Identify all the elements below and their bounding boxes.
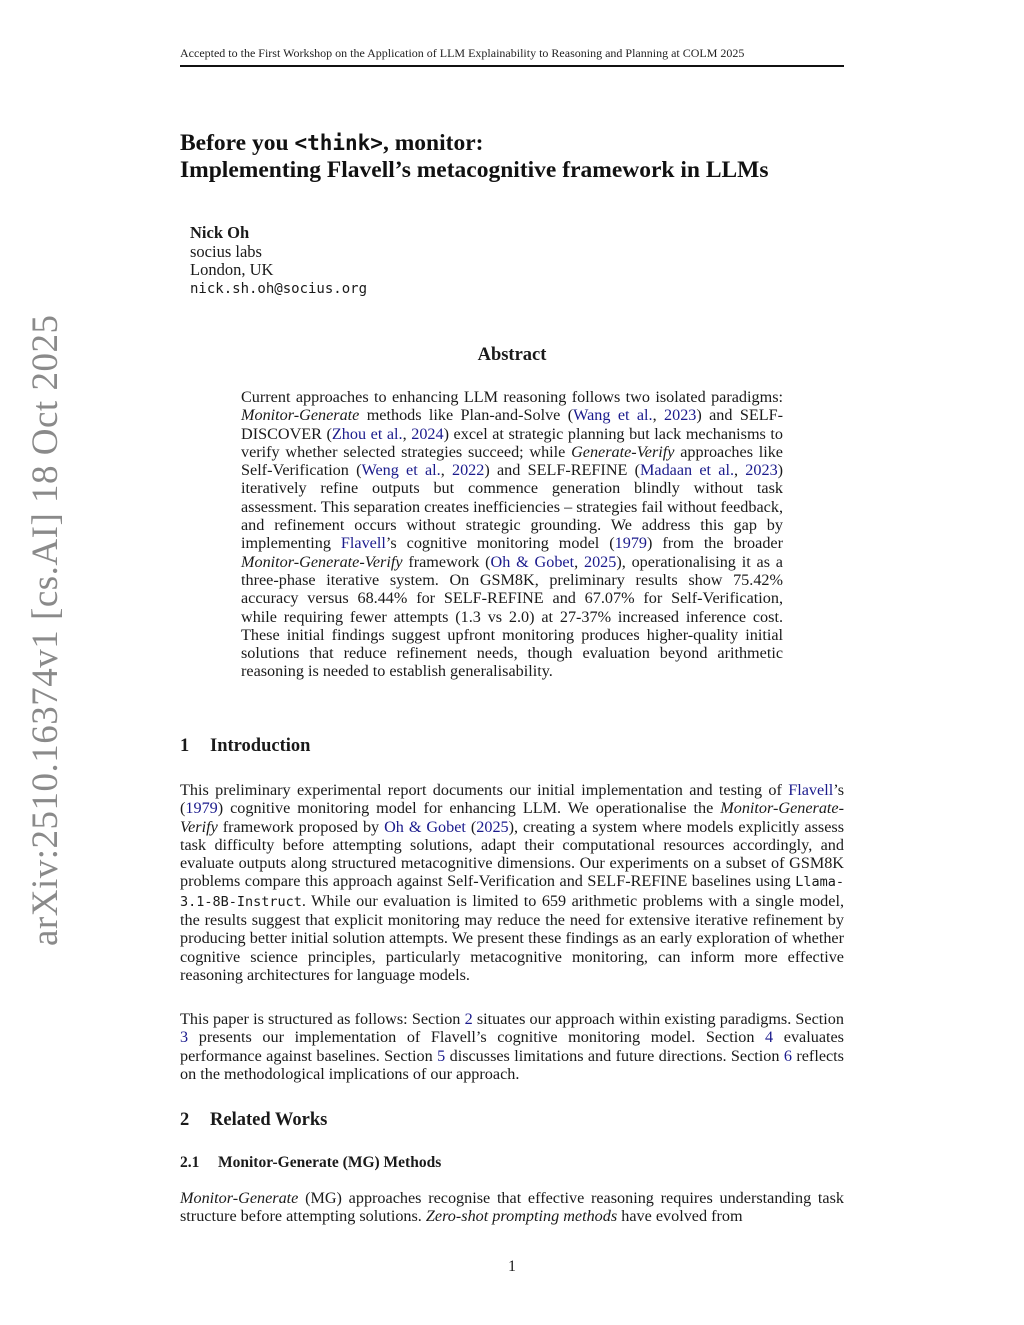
citation-year-link[interactable]: 1979 [185, 799, 218, 818]
section-ref-link[interactable]: 5 [437, 1046, 446, 1065]
title-line1-a: Before you [180, 130, 295, 156]
paragraph-emph: Zero-shot prompting methods [425, 1207, 618, 1226]
paragraph-text: have evolved from [617, 1207, 743, 1226]
paragraph-text: ) cognitive monitoring model for enhancing LLM. We operationalise the [217, 799, 721, 818]
section-number: 1 [180, 736, 190, 756]
paragraph-emph: Monitor-Generate-Verify [180, 799, 844, 836]
subsection-heading-mg-methods [180, 1154, 441, 1172]
citation-year-link[interactable]: 2024 [411, 424, 444, 443]
paragraph-text: This paper is structured as follows: Section [180, 1010, 465, 1028]
abstract-text: , [440, 461, 452, 480]
citation-year-link[interactable]: 2025 [583, 552, 617, 571]
section-title: Introduction [210, 736, 311, 756]
section-ref-link[interactable]: 6 [783, 1046, 792, 1065]
paragraph-text: situates our approach within existing paradigms. Section [472, 1010, 844, 1028]
abstract-text: ) and SELF-DISCOVER ( [241, 406, 784, 443]
subsection-number: 2.1 [180, 1154, 200, 1171]
abstract-text: , [734, 461, 746, 480]
paragraph-text: . While our evaluation is limited to 659 arithmetic problems with a single model, the results suggest that explicit monitoring may reduce the need for extensive iterative refinement by producing better initial solution attempts. We present these findings as an early exploration of whether cognitive science principles, particularly metacognitive monitoring, can inform more effective reasoning architectures for language models. [180, 891, 844, 984]
citation-year-link[interactable]: 2022 [451, 461, 485, 480]
citation-link[interactable]: Wang et al. [573, 406, 653, 425]
paragraph-text: framework proposed by [217, 817, 385, 836]
section-ref-link[interactable]: 2 [464, 1010, 473, 1028]
model-name-code: Llama-3.1-8B-Instruct [180, 874, 844, 910]
author-affiliation: socius labs [190, 241, 262, 261]
citation-link[interactable]: Madaan et al. [640, 461, 735, 480]
author-email[interactable]: nick.sh.oh@socius.org [190, 280, 368, 297]
abstract-text: approaches like Self-Verification ( [241, 442, 783, 480]
abstract-text: ) from the broader [647, 534, 784, 553]
abstract-text: , [402, 424, 412, 443]
abstract-emph: Monitor-Generate [241, 406, 360, 425]
citation-year-link[interactable]: 2023 [745, 461, 778, 480]
citation-link[interactable]: Oh & Gobet [384, 817, 466, 836]
paragraph-text: discusses limitations and future directions. Section [445, 1046, 784, 1065]
related-works-paragraph-1 [180, 1189, 844, 1226]
abstract-emph: Generate-Verify [571, 442, 675, 461]
paragraph-text: presents our implementation of Flavell’s cognitive monitoring model. Section [188, 1028, 766, 1047]
abstract-heading: Abstract [477, 345, 547, 365]
section-title: Related Works [210, 1110, 328, 1130]
paragraph-text: (MG) approaches recognise that effective reasoning requires understanding task structure before attempting solutions. [180, 1189, 844, 1226]
running-header: Accepted to the First Workshop on the Application of LLM Explainability to Reasoning and Planning at COLM 2025 [180, 46, 745, 60]
citation-year-link[interactable]: 1979 [614, 534, 647, 553]
section-heading-related-works [180, 1110, 327, 1131]
abstract-text: ’s cognitive monitoring model ( [385, 534, 615, 553]
paragraph-text: ’s ( [180, 781, 844, 818]
paragraph-text: reflects on the methodological implications of our approach. [180, 1046, 844, 1083]
intro-paragraph-1 [180, 781, 844, 984]
title-line2: Implementing Flavell’s metacognitive framework in LLMs [180, 157, 769, 183]
abstract-text: ) and SELF-REFINE ( [484, 461, 641, 480]
arxiv-stamp: arXiv:2510.16374v1 [cs.AI] 18 Oct 2025 [25, 314, 66, 946]
paragraph-emph: Monitor-Generate [180, 1189, 299, 1207]
section-heading-introduction [180, 736, 310, 757]
citation-link[interactable]: Flavell [788, 781, 834, 799]
section-ref-link[interactable]: 4 [765, 1028, 774, 1047]
subsection-title: Monitor-Generate (MG) Methods [218, 1154, 442, 1171]
page-number: 1 [508, 1258, 516, 1275]
title-line1-b: , monitor: [382, 130, 484, 156]
section-ref-link[interactable]: 3 [180, 1028, 189, 1047]
citation-link[interactable]: Zhou et al. [331, 424, 403, 443]
citation-link[interactable]: Oh & Gobet [490, 552, 575, 571]
abstract-text: ) iteratively refine outputs but commence generation blindly without task assessment. This separation creates inefficiencies – strategies fail without feedback, and refinement occurs without strategic grounding. We address this gap by implementing [241, 461, 784, 553]
paper-title [180, 130, 860, 184]
abstract-text: Current approaches to enhancing LLM reasoning follows two isolated paradigms: [241, 388, 783, 406]
abstract-body [241, 388, 783, 681]
citation-year-link[interactable]: 2023 [664, 406, 697, 425]
citation-link[interactable]: Flavell [340, 534, 386, 553]
abstract-emph: Monitor-Generate-Verify [241, 552, 403, 571]
citation-year-link[interactable]: 2025 [476, 817, 509, 836]
abstract-text: , [652, 406, 664, 425]
author-name: Nick Oh [190, 223, 250, 242]
author-location: London, UK [190, 260, 274, 279]
intro-paragraph-2 [180, 1010, 844, 1083]
citation-link[interactable]: Weng et al. [361, 461, 441, 480]
header-rule [180, 65, 844, 67]
section-number: 2 [180, 1110, 190, 1130]
title-think-tag: <think> [294, 131, 383, 155]
abstract-text: framework ( [402, 552, 491, 571]
abstract-text: ), operationalising it as a three-phase iterative system. On GSM8K, preliminary results show 75.42% accuracy versus 68.44% for SELF-REFINE and 67.07% for Self-Verification, while requiring fewer attempts (1.3 vs 2.0) at 27-37% increased inference cost. These initial findings suggest upfront monitoring produces higher-quality initial solutions that reduce refinement needs, though evaluation beyond arithmetic reasoning is needed to establish generalisability. [241, 552, 783, 681]
paragraph-text: evaluates performance against baselines. Section [180, 1028, 844, 1065]
paragraph-text: This preliminary experimental report documents our initial implementation and testing of [180, 781, 789, 799]
abstract-text: , [574, 552, 584, 571]
author-block [190, 224, 367, 298]
paragraph-text: ( [465, 817, 477, 836]
paragraph-text: ), creating a system where models explicitly assess task difficulty before attempting solutions, adapt their computational resources accordingly, and evaluate outputs along structured metacognitive dimensions. Our experiments on a subset of GSM8K problems compare this approach against Self-Verification and SELF-REFINE baselines using [180, 817, 844, 891]
abstract-text: methods like Plan-and-Solve ( [359, 406, 574, 425]
abstract-text: ) excel at strategic planning but lack mechanisms to verify whether selected strategies succeed; while [241, 424, 783, 461]
